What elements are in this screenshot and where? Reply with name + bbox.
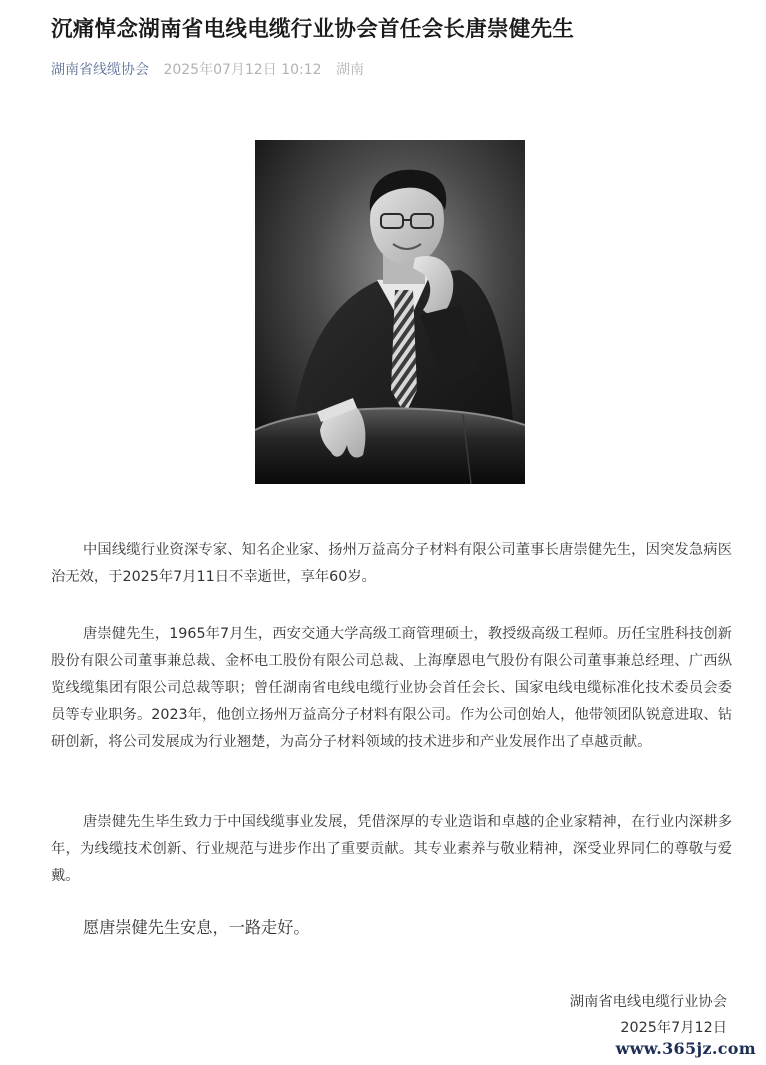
article-title: 沉痛悼念湖南省电线电缆行业协会首任会长唐崇健先生 [51,17,575,42]
signature-organization: 湖南省电线电缆行业协会 [569,994,727,1010]
paragraph-farewell: 愿唐崇健先生安息，一路走好。 [83,918,310,937]
signature-date: 2025年7月12日 [620,1020,727,1036]
publish-date: 2025年07月12日 10:12 [163,62,322,78]
portrait-photo [255,140,525,484]
paragraph-intro: 中国线缆行业资深专家、知名企业家、扬州万益高分子材料有限公司董事长唐崇健先生，因突发急病医治无效，于2025年7月11日不幸逝世，享年60岁。 [51,542,732,585]
paragraph-contribution: 唐崇健先生毕生致力于中国线缆事业发展，凭借深厚的专业造诣和卓越的企业家精神，在行业内深耕多年，为线缆技术创新、行业规范与进步作出了重要贡献。其专业素养与敬业精神，深受业界同仁的尊敬与爱戴。 [51,814,732,884]
publish-location: 湖南 [335,62,364,78]
article-meta [51,60,364,80]
account-name-link[interactable]: 湖南省线缆协会 [51,62,149,78]
paragraph-biography: 唐崇健先生，1965年7月生，西安交通大学高级工商管理硕士，教授级高级工程师。历任宝胜科技创新股份有限公司董事兼总裁、金杯电工股份有限公司总裁、上海摩恩电气股份有限公司董事兼总经理、广西纵览线缆集团有限公司总裁等职；曾任湖南省电线电缆行业协会首任会长、国家电线电缆标准化技术委员会委员等专业职务。2023年，他创立扬州万益高分子材料有限公司。作为公司创始人，他带领团队锐意进取、钻研创新，将公司发展成为行业翘楚，为高分子材料领域的技术进步和产业发展作出了卓越贡献。 [51,626,732,750]
site-watermark: www.365jz.com [615,1039,756,1058]
